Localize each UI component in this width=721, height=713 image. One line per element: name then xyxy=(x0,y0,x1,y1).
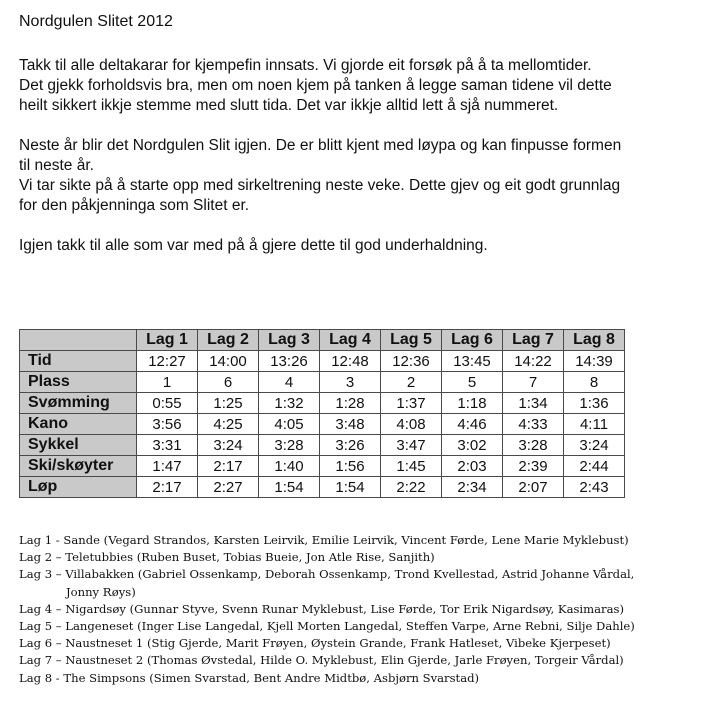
table-row xyxy=(20,477,625,498)
team-entry: Lag 4 – Nigardsøy (Gunnar Styve, Svenn Runar Myklebust, Lise Førde, Tor Erik Nigardsøy, Kasimaras) xyxy=(19,601,624,616)
table-cell: 7 xyxy=(503,372,564,393)
table-cell: 1:34 xyxy=(503,393,564,414)
row-label: Svømming xyxy=(20,393,137,414)
table-cell: 4:25 xyxy=(198,414,259,435)
table-cell: 4:46 xyxy=(442,414,503,435)
table-cell: 2:22 xyxy=(381,477,442,498)
table-cell: 3:28 xyxy=(259,435,320,456)
table-cell: 0:55 xyxy=(137,393,198,414)
text-line: Igjen takk til alle som var med på å gjere dette til god underhaldning. xyxy=(19,237,488,254)
team-entry: Lag 7 – Naustneset 2 (Thomas Øvstedal, Hilde O. Myklebust, Elin Gjerde, Jarle Frøyen, Torgeir Vårdal) xyxy=(19,653,624,668)
team-entry: Lag 8 - The Simpsons (Simen Svarstad, Bent Andre Midtbø, Asbjørn Svarstad) xyxy=(19,670,480,685)
text-line: for den påkjenninga som Slitet er. xyxy=(19,197,250,214)
table-row xyxy=(20,435,625,456)
thanks-paragraph xyxy=(19,56,709,116)
table-cell: 2:17 xyxy=(198,456,259,477)
table-row xyxy=(20,456,625,477)
table-cell: 2:43 xyxy=(564,477,625,498)
table-cell: 3:28 xyxy=(503,435,564,456)
team-header: Lag 8 xyxy=(564,330,625,351)
table-cell: 2:07 xyxy=(503,477,564,498)
table-cell: 1:18 xyxy=(442,393,503,414)
team-header: Lag 4 xyxy=(320,330,381,351)
document-title: Nordgulen Slitet 2012 xyxy=(19,13,173,30)
row-label: Ski/skøyter xyxy=(20,456,137,477)
table-cell: 1 xyxy=(137,372,198,393)
team-entry: Lag 3 – Villabakken (Gabriel Ossenkamp, Deborah Ossenkamp, Trond Kvellestad, Astrid Johanne Vårdal, xyxy=(19,567,635,582)
table-cell: 14:22 xyxy=(503,351,564,372)
table-cell: 2:44 xyxy=(564,456,625,477)
team-header: Lag 7 xyxy=(503,330,564,351)
table-cell: 8 xyxy=(564,372,625,393)
table-cell: 3:56 xyxy=(137,414,198,435)
team-list xyxy=(19,532,709,687)
table-cell: 1:37 xyxy=(381,393,442,414)
text-line: til neste år. xyxy=(19,157,94,174)
table-cell: 2:17 xyxy=(137,477,198,498)
table-cell: 14:00 xyxy=(198,351,259,372)
team-header: Lag 3 xyxy=(259,330,320,351)
table-cell: 2:34 xyxy=(442,477,503,498)
team-header: Lag 6 xyxy=(442,330,503,351)
table-cell: 2:03 xyxy=(442,456,503,477)
table-cell: 1:36 xyxy=(564,393,625,414)
text-line: Vi tar sikte på å starte opp med sirkeltrening neste veke. Dette gjev og eit godt grunnlag xyxy=(19,177,621,194)
closing-paragraph xyxy=(19,236,709,256)
team-entry: Lag 2 – Teletubbies (Ruben Buset, Tobias Bueie, Jon Atle Rise, Sanjith) xyxy=(19,550,435,565)
next-year-paragraph xyxy=(19,136,709,216)
team-entry: Lag 6 – Naustneset 1 (Stig Gjerde, Marit Frøyen, Øystein Grande, Frank Hatleset, Vibeke Kjerpeset) xyxy=(19,636,611,651)
table-cell: 4:33 xyxy=(503,414,564,435)
table-cell: 1:40 xyxy=(259,456,320,477)
text-line: heilt sikkert ikkje stemme med slutt tida. Det var ikkje alltid lett å sjå nummeret. xyxy=(19,97,559,114)
text-line: Det gjekk forholdsvis bra, men om noen kjem på tanken å legge saman tidene vil dette xyxy=(19,77,612,94)
row-label: Plass xyxy=(20,372,137,393)
table-cell: 1:47 xyxy=(137,456,198,477)
table-cell: 12:48 xyxy=(320,351,381,372)
table-cell: 1:54 xyxy=(320,477,381,498)
team-entry: Lag 5 – Langeneset (Inger Lise Langedal, Kjell Morten Langedal, Steffen Varpe, Arne Rebni, Silje Dahle) xyxy=(19,619,635,634)
table-cell: 1:25 xyxy=(198,393,259,414)
table-cell: 13:45 xyxy=(442,351,503,372)
table-row xyxy=(20,372,625,393)
table-cell: 3:47 xyxy=(381,435,442,456)
row-label: Kano xyxy=(20,414,137,435)
table-cell: 3:26 xyxy=(320,435,381,456)
row-label: Tid xyxy=(20,351,137,372)
table-cell: 12:36 xyxy=(381,351,442,372)
table-cell: 2:39 xyxy=(503,456,564,477)
text-line: Takk til alle deltakarar for kjempefin innsats. Vi gjorde eit forsøk på å ta mellomtider. xyxy=(19,57,592,74)
table-cell: 3:31 xyxy=(137,435,198,456)
table-cell: 5 xyxy=(442,372,503,393)
table-cell: 3:48 xyxy=(320,414,381,435)
row-label: Sykkel xyxy=(20,435,137,456)
table-cell: 2 xyxy=(381,372,442,393)
table-cell: 3:24 xyxy=(564,435,625,456)
header-row xyxy=(20,330,625,351)
table-cell: 4 xyxy=(259,372,320,393)
table-cell: 12:27 xyxy=(137,351,198,372)
team-header: Lag 5 xyxy=(381,330,442,351)
table-row xyxy=(20,351,625,372)
table-cell: 3:24 xyxy=(198,435,259,456)
table-row xyxy=(20,393,625,414)
table-cell: 13:26 xyxy=(259,351,320,372)
table-cell: 4:08 xyxy=(381,414,442,435)
team-entry: Jonny Røys) xyxy=(66,584,136,599)
table-cell: 3 xyxy=(320,372,381,393)
team-header: Lag 1 xyxy=(137,330,198,351)
team-header: Lag 2 xyxy=(198,330,259,351)
table-cell: 4:05 xyxy=(259,414,320,435)
table-cell: 1:45 xyxy=(381,456,442,477)
table-cell: 3:02 xyxy=(442,435,503,456)
table-cell: 4:11 xyxy=(564,414,625,435)
team-entry: Lag 1 - Sande (Vegard Strandos, Karsten Leirvik, Emilie Leirvik, Vincent Førde, Lene Marie Myklebust) xyxy=(19,533,629,547)
table-cell: 1:56 xyxy=(320,456,381,477)
corner-cell xyxy=(20,330,137,351)
table-cell: 6 xyxy=(198,372,259,393)
table-cell: 1:32 xyxy=(259,393,320,414)
table-cell: 14:39 xyxy=(564,351,625,372)
results-table xyxy=(19,329,625,498)
table-cell: 2:27 xyxy=(198,477,259,498)
text-line: Neste år blir det Nordgulen Slit igjen. De er blitt kjent med løypa og kan finpusse formen xyxy=(19,137,622,154)
table-cell: 1:54 xyxy=(259,477,320,498)
row-label: Løp xyxy=(20,477,137,498)
table-cell: 1:28 xyxy=(320,393,381,414)
table-row xyxy=(20,414,625,435)
